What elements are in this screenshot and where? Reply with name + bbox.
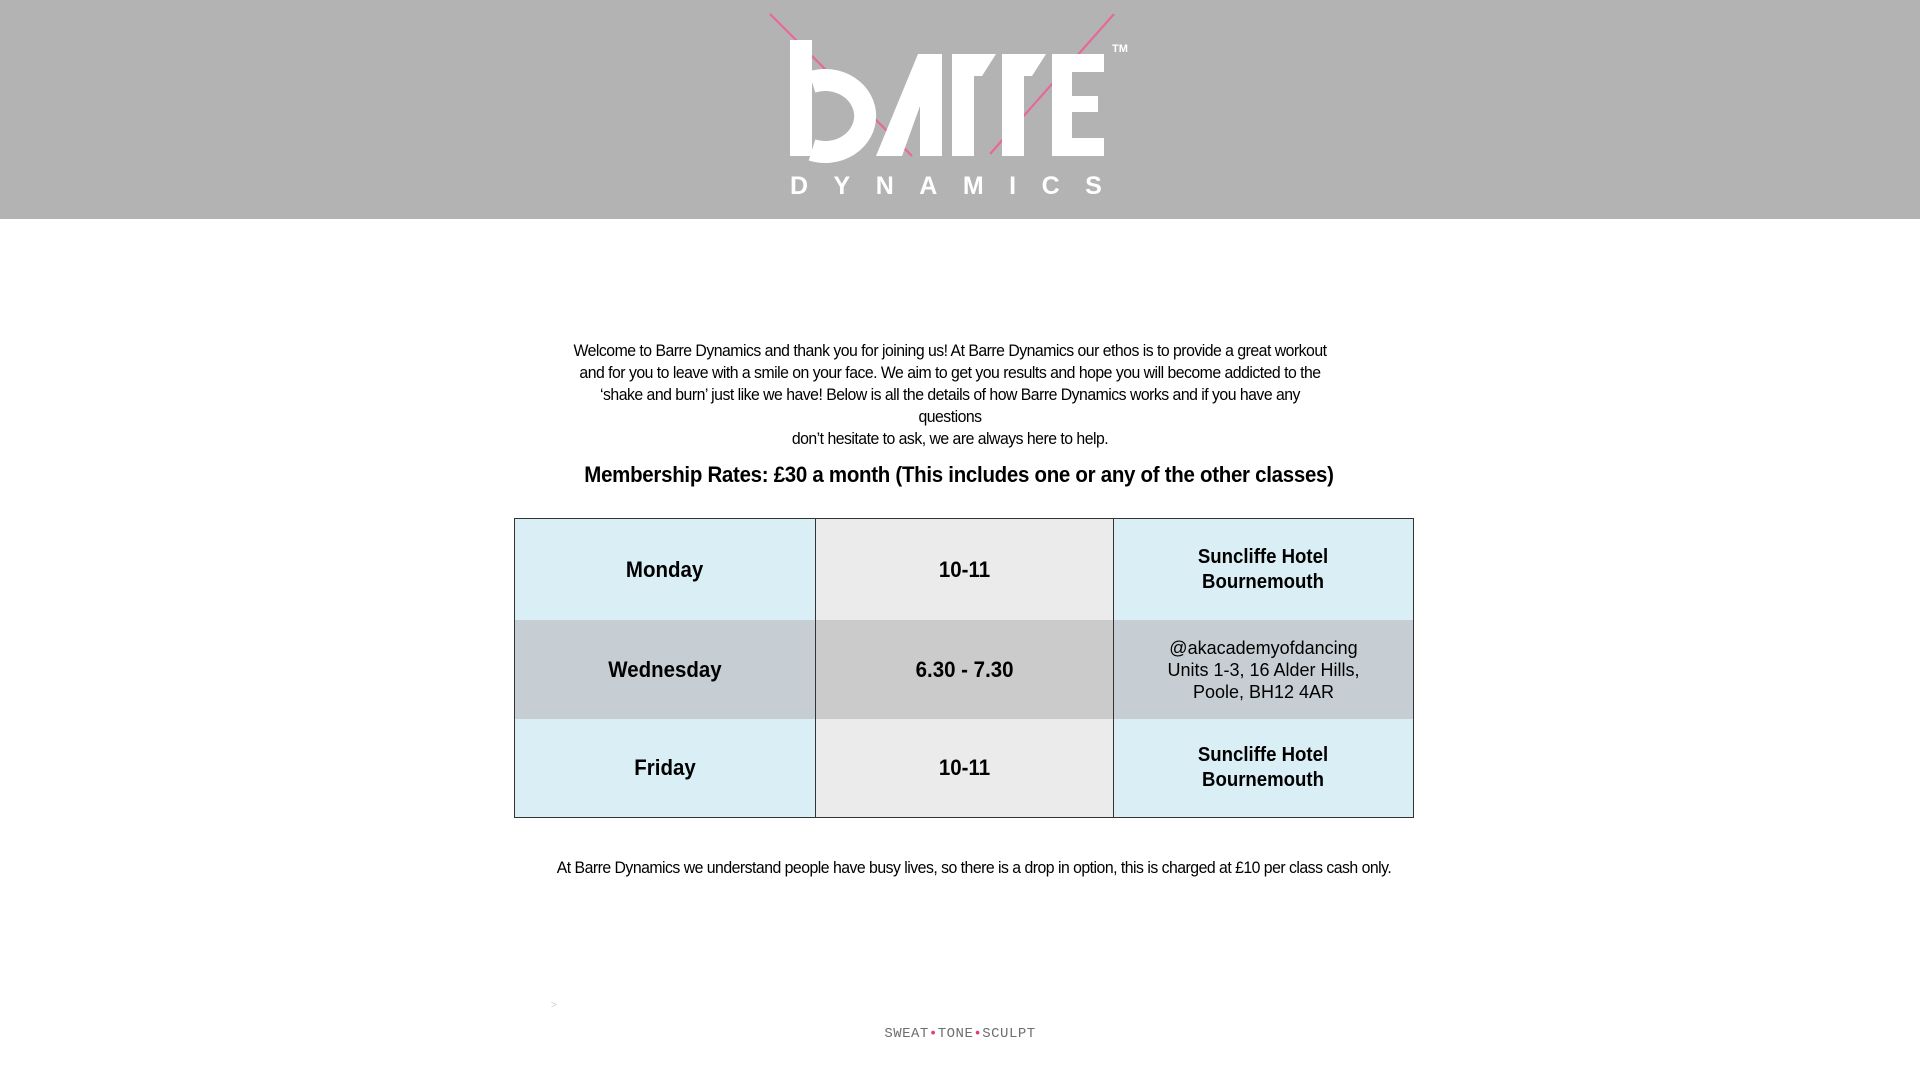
tagline-word: SWEAT xyxy=(884,1026,929,1042)
location-line: Units 1-3, 16 Alder Hills, xyxy=(1167,659,1360,680)
location-line: Bournemouth xyxy=(1202,570,1325,593)
trademark-mark: TM xyxy=(1112,43,1128,55)
location-line: Suncliffe Hotel xyxy=(1198,545,1329,568)
schedule-time-cell xyxy=(815,620,1114,719)
schedule-day-cell xyxy=(515,620,815,719)
schedule-location-cell xyxy=(1114,519,1413,620)
schedule-time-cell xyxy=(815,719,1114,817)
tagline-separator: • xyxy=(973,1026,983,1042)
location-label xyxy=(1198,545,1328,595)
welcome-line: Welcome to Barre Dynamics and thank you for joining us! At Barre Dynamics our ethos is to provide a great workout xyxy=(573,341,1327,360)
day-label: Monday xyxy=(626,556,704,582)
location-line: @akacademyofdancing xyxy=(1169,637,1358,658)
day-label: Friday xyxy=(634,755,696,780)
schedule-location-cell xyxy=(1114,719,1413,817)
schedule-time-cell xyxy=(815,519,1114,620)
location-label xyxy=(1198,743,1328,793)
location-line: Bournemouth xyxy=(1202,769,1325,791)
footer-mark: > xyxy=(551,1000,557,1011)
class-schedule-table xyxy=(514,518,1414,818)
time-label: 6.30 - 7.30 xyxy=(915,656,1014,682)
location-line: Poole, BH12 4AR xyxy=(1192,681,1335,702)
schedule-location-cell xyxy=(1114,620,1413,719)
tagline-word: SCULPT xyxy=(982,1026,1036,1042)
welcome-line: ‘shake and burn’ just like we have! Below is all the details of how Barre Dynamics works and if you have any questions xyxy=(600,385,1300,426)
location-line: Suncliffe Hotel xyxy=(1198,744,1329,766)
schedule-day-cell xyxy=(515,719,815,817)
location-label xyxy=(1167,637,1359,703)
welcome-line: and for you to leave with a smile on your face. We aim to get you results and hope you will become addicted to the xyxy=(579,363,1321,382)
drop-in-note: At Barre Dynamics we understand people have busy lives, so there is a drop in option, this is charged at £10 per class cash only. xyxy=(556,858,1392,877)
barre-dynamics-logo xyxy=(760,10,1140,200)
membership-rates-heading: Membership Rates: £30 a month (This includes one or any of the other classes) xyxy=(584,462,1334,487)
welcome-paragraph xyxy=(569,340,1332,450)
welcome-line: don’t hesitate to ask, we are always here to help. xyxy=(791,429,1109,448)
tagline-word: TONE xyxy=(937,1026,974,1042)
tagline-separator: • xyxy=(928,1026,938,1042)
schedule-day-cell xyxy=(515,519,815,620)
logo-subtitle: DYNAMICS xyxy=(790,172,1128,200)
day-label: Wednesday xyxy=(608,656,722,682)
time-label: 10-11 xyxy=(938,755,991,780)
time-label: 10-11 xyxy=(938,556,991,582)
tagline xyxy=(860,1026,1060,1042)
